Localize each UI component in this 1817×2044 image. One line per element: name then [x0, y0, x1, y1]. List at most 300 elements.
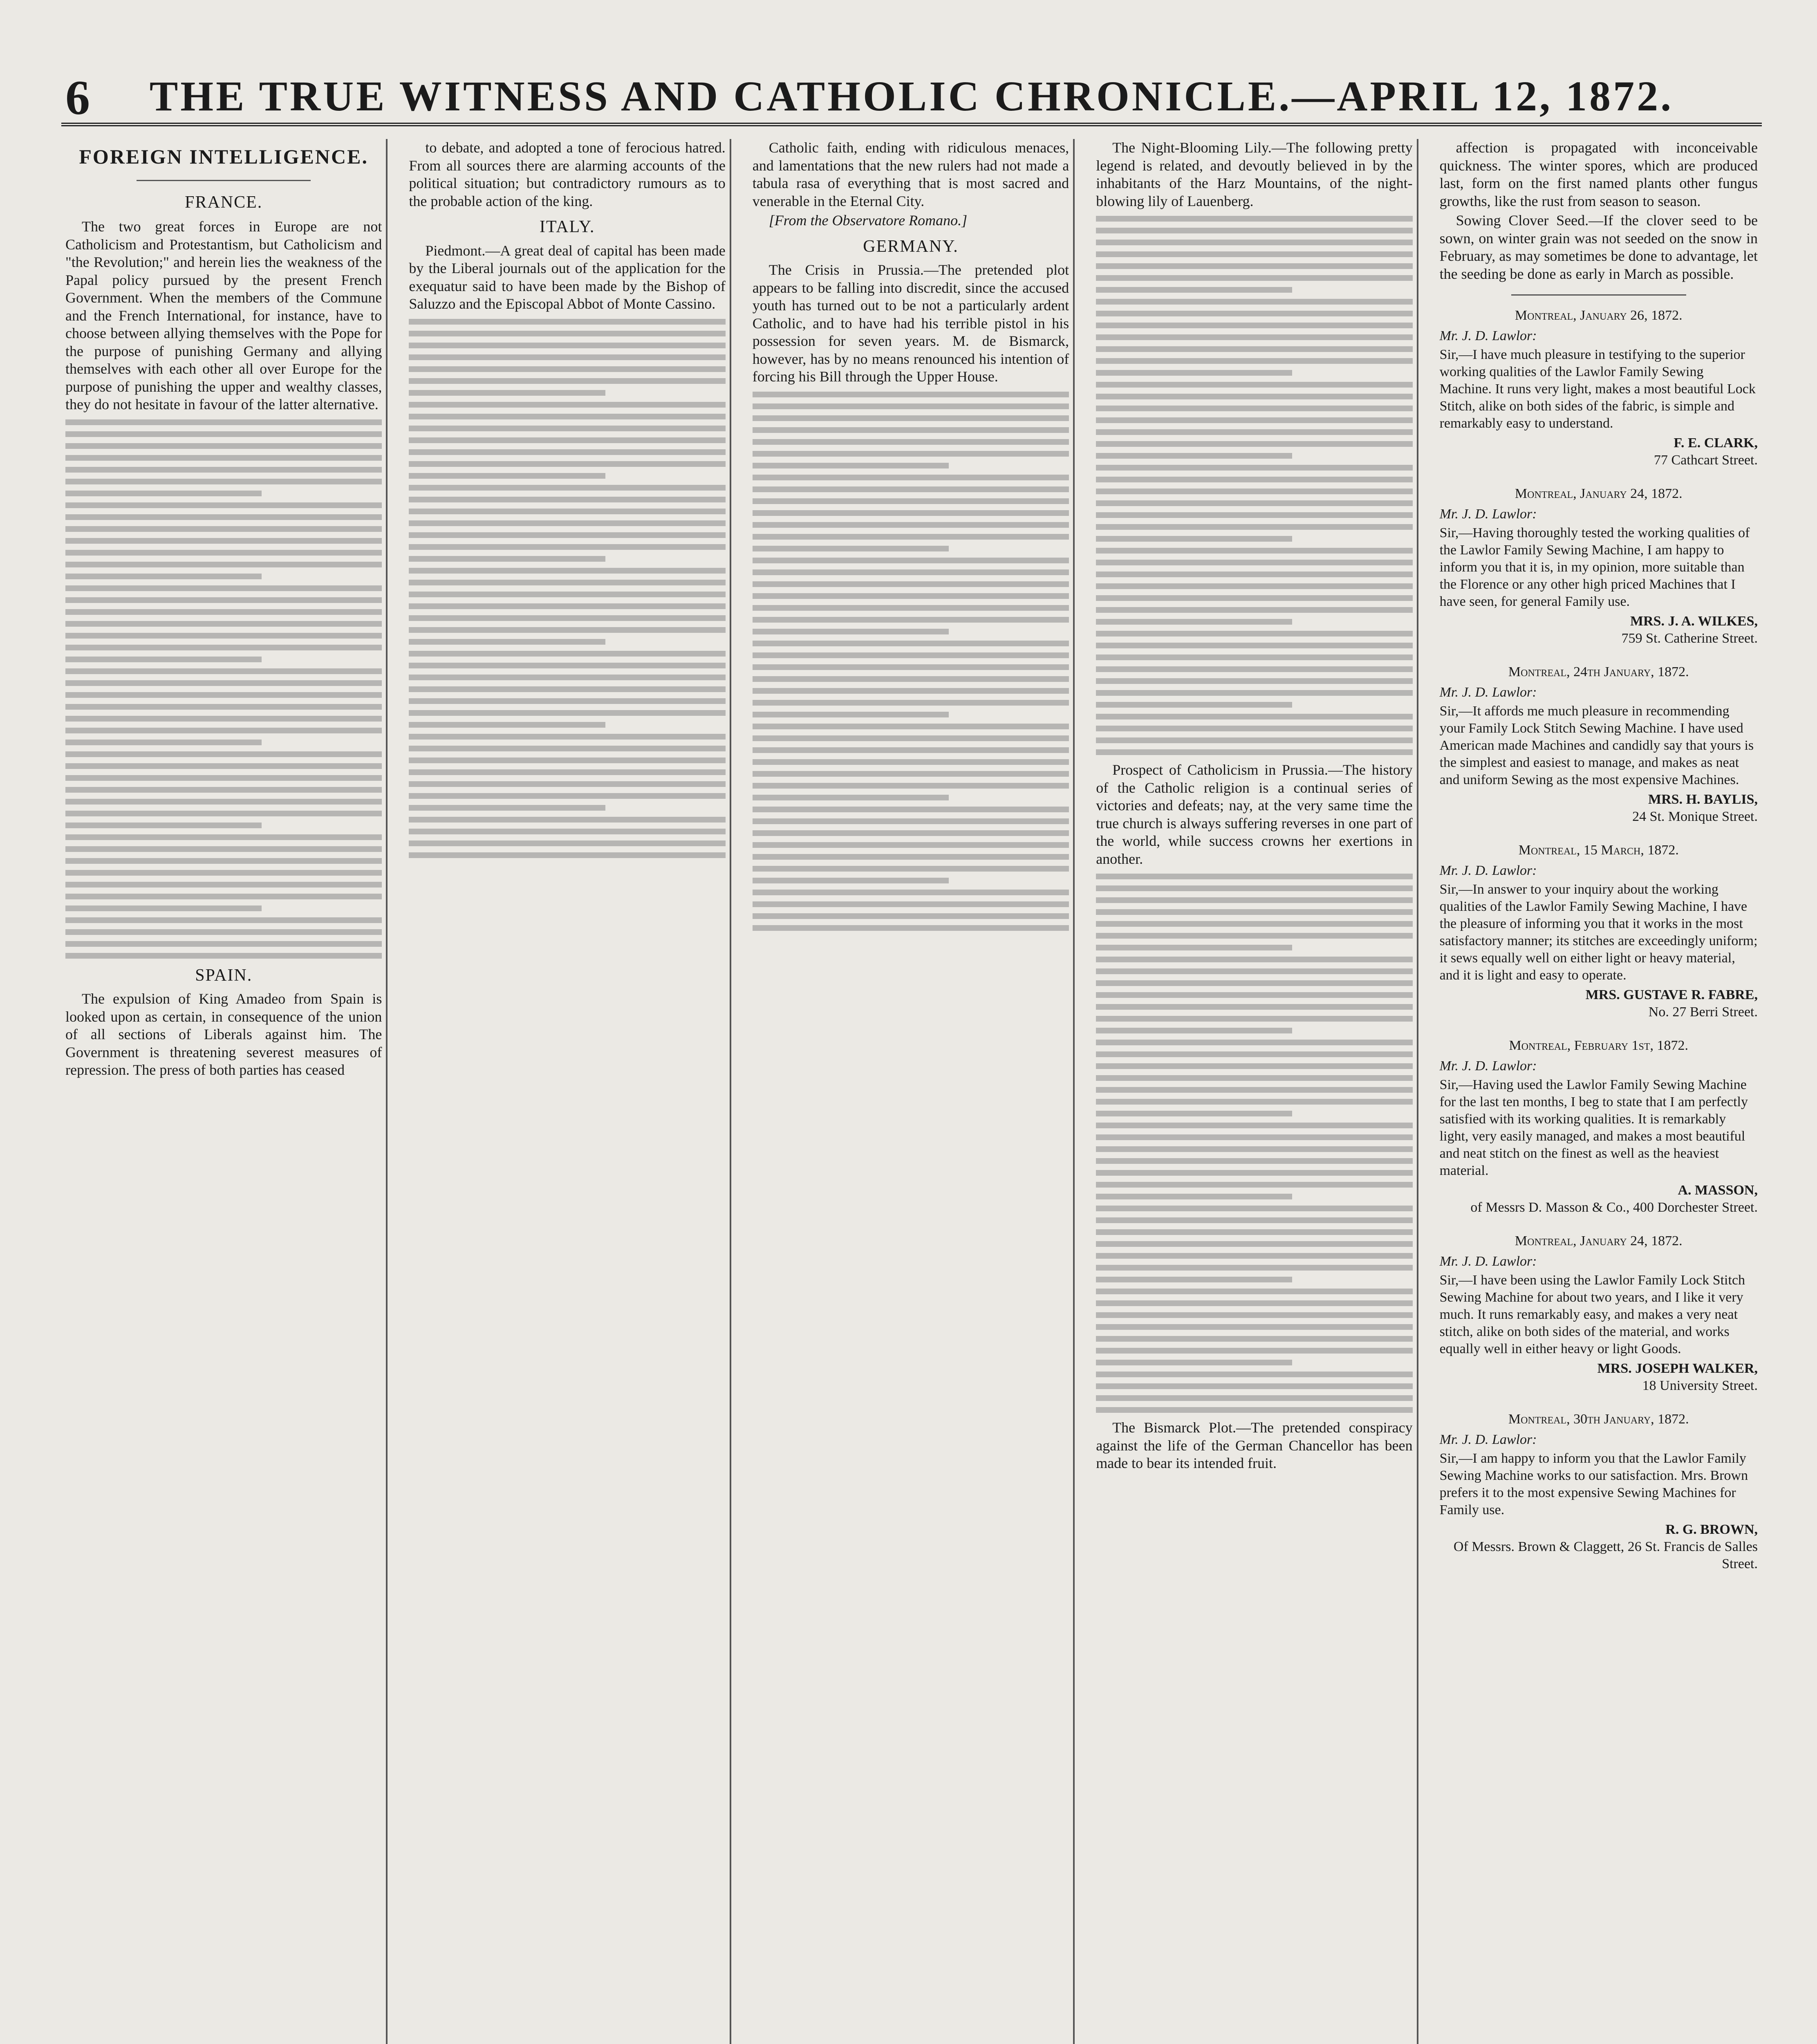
text-line-placeholder — [1096, 512, 1412, 518]
text-line-placeholder — [1096, 1336, 1412, 1342]
article-paragraph: The Crisis in Prussia.—The pretended plot appears to be falling into discredit, since the accused youth has turned out to be not a particularly ardent Catholic, and to have had his terrible pistol in his possession for seven years. M. de Bismarck, however, has by no means renounced his intention of forcing his Bill through the Upper House. — [752, 262, 1069, 385]
letter-salutation: Mr. J. D. Lawlor: — [1439, 507, 1537, 522]
text-line-placeholder — [409, 615, 725, 621]
text-line-placeholder — [753, 913, 1069, 919]
text-line-placeholder — [409, 603, 725, 609]
text-line-placeholder — [1096, 1229, 1412, 1235]
text-line-placeholder — [753, 522, 1069, 528]
text-line-placeholder — [1096, 1277, 1292, 1282]
letter-dateline: Montreal, January 24, 1872. — [1515, 1233, 1683, 1248]
text-line-placeholder — [65, 953, 382, 959]
text-line-placeholder — [409, 544, 725, 550]
letter-address: 759 St. Catherine Street. — [1621, 631, 1758, 646]
letter-dateline: Montreal, January 24, 1872. — [1515, 486, 1683, 501]
text-line-placeholder — [1096, 1051, 1412, 1057]
text-line-placeholder — [1096, 583, 1412, 589]
testimonial-letter — [1440, 1037, 1758, 1216]
text-line-placeholder — [1096, 346, 1412, 352]
text-line-placeholder — [1096, 1075, 1412, 1081]
text-line-placeholder — [409, 793, 725, 799]
article-paragraph: Prospect of Catholicism in Prussia.—The history of the Catholic religion is a continual series of victories and defeats; nay, at the very same time the true church is always suffering reverses in one part of the world, while success crowns her exertions in another. — [1096, 762, 1413, 867]
text-line-placeholder — [409, 817, 725, 823]
text-line-placeholder — [753, 605, 1069, 611]
letter-salutation: Mr. J. D. Lawlor: — [1439, 1254, 1537, 1269]
text-line-placeholder — [65, 550, 382, 556]
text-line-placeholder — [1096, 465, 1412, 471]
letter-body: Sir,—Having thoroughly tested the working qualities of the Lawlor Family Sewing Machine, I am happy to inform you that it is, in my opinion, more suitable than the Florence or any other high priced Machines that I have seen, for general Family use. — [1439, 525, 1750, 609]
text-line-placeholder — [409, 520, 725, 526]
text-line-placeholder — [1096, 489, 1412, 494]
text-line-placeholder — [1096, 477, 1412, 482]
text-line-placeholder — [1096, 1300, 1412, 1306]
text-line-placeholder — [1096, 1407, 1412, 1413]
text-line-placeholder — [409, 852, 725, 858]
text-line-placeholder — [409, 639, 605, 645]
text-line-placeholder — [1096, 1182, 1412, 1188]
text-line-placeholder — [753, 818, 1069, 824]
text-line-placeholder — [409, 331, 725, 336]
letter-dateline: Montreal, February 1st, 1872. — [1509, 1038, 1689, 1053]
text-line-placeholder — [1096, 595, 1412, 601]
text-line-placeholder — [1096, 690, 1412, 696]
text-line-placeholder — [753, 439, 1069, 445]
text-line-placeholder — [1096, 1253, 1412, 1259]
testimonial-letter — [1440, 1233, 1758, 1394]
text-line-placeholder — [753, 451, 1069, 457]
text-line-placeholder — [1096, 500, 1412, 506]
testimonial-letter — [1440, 1411, 1758, 1573]
text-line-placeholder — [753, 629, 949, 634]
text-line-placeholder — [65, 645, 382, 650]
text-line-placeholder — [1096, 453, 1292, 459]
text-line-placeholder — [65, 823, 262, 828]
text-line-placeholder — [65, 668, 382, 674]
text-line-placeholder — [1096, 358, 1412, 364]
article-paragraph: Piedmont.—A great deal of capital has been made by the Liberal journals out of the application for the exequatur said to have been made by the Bishop of Saluzzo and the Episcopal Abbot of Monte Cassino. — [409, 242, 726, 312]
text-line-placeholder — [65, 562, 382, 567]
text-line-placeholder — [65, 585, 382, 591]
article-source: [From the Observatore Romano.] — [768, 212, 968, 229]
text-line-placeholder — [1096, 957, 1412, 962]
text-line-placeholder — [409, 497, 725, 502]
text-line-placeholder — [1096, 1324, 1412, 1330]
text-line-placeholder — [1096, 714, 1412, 719]
text-line-placeholder — [409, 734, 725, 740]
text-line-placeholder — [753, 676, 1069, 682]
text-line-placeholder — [1096, 1360, 1292, 1365]
text-line-placeholder — [65, 502, 382, 508]
text-line-placeholder — [409, 746, 725, 751]
continued-text-block — [1096, 216, 1412, 755]
text-line-placeholder — [65, 514, 382, 520]
text-line-placeholder — [753, 427, 1069, 433]
text-line-placeholder — [65, 834, 382, 840]
text-line-placeholder — [409, 675, 725, 680]
testimonial-letter — [1440, 485, 1758, 647]
text-line-placeholder — [65, 443, 382, 449]
text-line-placeholder — [409, 686, 725, 692]
letter-dateline: Montreal, 30th January, 1872. — [1508, 1412, 1689, 1427]
text-line-placeholder — [1096, 666, 1412, 672]
text-line-placeholder — [753, 700, 1069, 706]
letter-dateline: Montreal, 24th January, 1872. — [1508, 664, 1689, 679]
column-4 — [1092, 139, 1418, 2044]
text-line-placeholder — [65, 597, 382, 603]
text-line-placeholder — [409, 840, 725, 846]
text-line-placeholder — [753, 890, 1069, 895]
text-line-placeholder — [409, 805, 605, 811]
text-line-placeholder — [753, 783, 1069, 789]
masthead — [61, 61, 1762, 126]
page-number: 6 — [65, 70, 90, 125]
continued-text-block — [409, 319, 725, 858]
text-line-placeholder — [1096, 1040, 1412, 1045]
text-line-placeholder — [65, 704, 382, 710]
text-line-placeholder — [409, 366, 725, 372]
text-line-placeholder — [409, 580, 725, 585]
letter-dateline: Montreal, January 26, 1872. — [1515, 308, 1683, 323]
text-line-placeholder — [409, 627, 725, 633]
text-line-placeholder — [65, 419, 382, 425]
text-line-placeholder — [1096, 945, 1292, 950]
text-line-placeholder — [1096, 619, 1292, 625]
text-line-placeholder — [753, 415, 1069, 421]
text-line-placeholder — [1096, 1123, 1412, 1128]
text-line-placeholder — [1096, 1372, 1412, 1377]
text-line-placeholder — [65, 941, 382, 947]
letter-signature: MRS. H. BAYLIS, — [1648, 792, 1758, 807]
text-line-placeholder — [409, 449, 725, 455]
text-line-placeholder — [1096, 702, 1292, 708]
text-line-placeholder — [409, 663, 725, 668]
text-line-placeholder — [65, 680, 382, 686]
text-line-placeholder — [1096, 311, 1412, 316]
column-3 — [748, 139, 1075, 2044]
text-line-placeholder — [1096, 1004, 1412, 1010]
text-line-placeholder — [409, 437, 725, 443]
text-line-placeholder — [753, 510, 1069, 516]
text-line-placeholder — [409, 402, 725, 408]
text-line-placeholder — [65, 751, 382, 757]
text-line-placeholder — [1096, 394, 1412, 399]
article-paragraph: The two great forces in Europe are not Catholicism and Protestantism, but Catholicism and "the Revolution;" and herein lies the weakness of the Papal policy pursued by the present French Government. When the members of the Commune and the French International, for instance, have to choose between allying themselves with the Pope for the purpose of punishing Germany and allying themselves with each other all over Europe for the purpose of punishing the upper and wealthy classes, they do not hesitate in favour of the latter alternative. — [65, 218, 382, 412]
letter-body: Sir,—In answer to your inquiry about the working qualities of the Lawlor Family Sewing Machine, I have the pleasure of informing you that it works in the most satisfactory manner; its stitches are exceedingly uniform; it sews equally well on either light or heavy material, and it is light and easy to operate. — [1439, 882, 1758, 983]
letter-address: of Messrs D. Masson & Co., 400 Dorchester Street. — [1470, 1200, 1758, 1215]
article-paragraph: to debate, and adopted a tone of ferocious hatred. From all sources there are alarming accounts of the political situation; but contradictory rumours as to the probable action of the king. — [409, 139, 726, 209]
article-paragraph: Sowing Clover Seed.—If the clover seed to be sown, on winter grain was not seeded on the snow in February, as may sometimes be done to advantage, let the seeding be done as early in March as possible. — [1439, 212, 1758, 282]
text-line-placeholder — [753, 392, 1069, 397]
text-line-placeholder — [65, 479, 382, 484]
text-line-placeholder — [1096, 1063, 1412, 1069]
continued-text-block — [1096, 874, 1412, 1413]
text-line-placeholder — [753, 866, 1069, 872]
letter-body: Sir,—I am happy to inform you that the Lawlor Family Sewing Machine works to our satisfaction. Mrs. Brown prefers it to the most expensive Sewing Machines for Family use. — [1439, 1451, 1748, 1517]
article-paragraph: affection is propagated with inconceivable quickness. The winter spores, which are produced last, form on the first named plants other fungus growths, like the rust from season to season. — [1439, 139, 1758, 209]
text-line-placeholder — [409, 829, 725, 834]
text-line-placeholder — [753, 830, 1069, 836]
text-line-placeholder — [65, 740, 262, 745]
text-line-placeholder — [409, 722, 605, 728]
text-line-placeholder — [1096, 1111, 1292, 1116]
text-line-placeholder — [1096, 654, 1412, 660]
text-line-placeholder — [1096, 607, 1412, 613]
text-line-placeholder — [409, 592, 725, 597]
text-line-placeholder — [1096, 334, 1412, 340]
section-heading-foreign-intelligence: FOREIGN INTELLIGENCE. — [79, 145, 368, 168]
continued-text-block — [753, 392, 1069, 931]
text-line-placeholder — [65, 538, 382, 544]
letter-address: 77 Cathcart Street. — [1654, 453, 1758, 468]
text-line-placeholder — [409, 556, 605, 562]
article-paragraph: The expulsion of King Amadeo from Spain is looked upon as certain, in consequence of the union of all sections of Liberals against him. The Government is threatening severest measures of repression. The press of both parties has ceased — [65, 991, 382, 1078]
letter-body: Sir,—It affords me much pleasure in recommending your Family Lock Stitch Sewing Machine. I have used American made Machines and candidly say that yours is the simplest and easiest to manage, and makes as neat and uniform Sewing as the most expensive Machines. — [1439, 704, 1754, 787]
text-line-placeholder — [1096, 1170, 1412, 1176]
letter-body: Sir,—I have much pleasure in testifying to the superior working qualities of the Lawlor Family Sewing Machine. It runs very light, makes a most beautiful Lock Stitch, alike on both sides of the fabric, is simple and remarkably easy to understand. — [1439, 347, 1756, 431]
text-line-placeholder — [1096, 1217, 1412, 1223]
text-line-placeholder — [65, 574, 262, 579]
text-line-placeholder — [1096, 1206, 1412, 1211]
letter-dateline: Montreal, 15 March, 1872. — [1518, 843, 1679, 858]
text-line-placeholder — [65, 846, 382, 852]
text-line-placeholder — [409, 781, 725, 787]
section-heading-italy: ITALY. — [539, 217, 595, 236]
text-line-placeholder — [65, 811, 382, 816]
text-line-placeholder — [753, 403, 1069, 409]
testimonial-letter — [1440, 307, 1758, 469]
text-line-placeholder — [409, 710, 725, 716]
text-line-placeholder — [65, 775, 382, 781]
text-line-placeholder — [1096, 643, 1412, 648]
letter-signature: A. MASSON, — [1678, 1183, 1758, 1198]
letter-address: 24 St. Monique Street. — [1632, 809, 1758, 824]
text-line-placeholder — [65, 929, 382, 935]
text-line-placeholder — [409, 378, 725, 384]
text-line-placeholder — [1096, 1158, 1412, 1164]
section-heading-france: FRANCE. — [185, 193, 263, 212]
article-paragraph: The Night-Blooming Lily.—The following pretty legend is related, and devoutly believed in by the inhabitants of the Harz Mountains, of the night-blowing lily of Lauenberg. — [1096, 139, 1413, 209]
letter-signature: R. G. BROWN, — [1665, 1522, 1758, 1537]
text-line-placeholder — [1096, 1016, 1412, 1022]
text-line-placeholder — [65, 467, 382, 473]
text-line-placeholder — [409, 485, 725, 491]
text-line-placeholder — [1096, 749, 1412, 755]
text-line-placeholder — [1096, 992, 1412, 998]
text-line-placeholder — [753, 498, 1069, 504]
text-line-placeholder — [1096, 323, 1412, 328]
text-line-placeholder — [65, 728, 382, 733]
text-line-placeholder — [753, 842, 1069, 848]
text-line-placeholder — [409, 509, 725, 514]
newspaper-title: THE TRUE WITNESS AND CATHOLIC CHRONICLE.—APRIL 12, 1872. — [149, 73, 1674, 120]
text-line-placeholder — [753, 795, 949, 800]
text-line-placeholder — [753, 593, 1069, 599]
text-line-placeholder — [753, 581, 1069, 587]
text-line-placeholder — [65, 692, 382, 698]
text-line-placeholder — [753, 463, 949, 468]
text-line-placeholder — [65, 894, 382, 899]
text-line-placeholder — [753, 617, 1069, 623]
text-line-placeholder — [65, 455, 382, 461]
text-line-placeholder — [1096, 1348, 1412, 1354]
text-line-placeholder — [1096, 1312, 1412, 1318]
text-line-placeholder — [753, 569, 1069, 575]
section-heading-spain: SPAIN. — [195, 966, 253, 985]
text-line-placeholder — [753, 747, 1069, 753]
text-line-placeholder — [753, 688, 1069, 694]
text-line-placeholder — [409, 769, 725, 775]
text-line-placeholder — [1096, 263, 1412, 269]
text-line-placeholder — [753, 854, 1069, 860]
letter-signature: MRS. GUSTAVE R. FABRE, — [1585, 987, 1758, 1002]
text-line-placeholder — [1096, 382, 1412, 388]
text-line-placeholder — [65, 657, 262, 662]
letter-address: No. 27 Berri Street. — [1648, 1004, 1758, 1020]
text-line-placeholder — [1096, 885, 1412, 891]
text-line-placeholder — [65, 491, 262, 496]
text-line-placeholder — [1096, 1194, 1292, 1199]
text-line-placeholder — [1096, 1383, 1412, 1389]
text-line-placeholder — [753, 807, 1069, 812]
text-line-placeholder — [1096, 1265, 1412, 1271]
divider — [137, 180, 311, 181]
text-line-placeholder — [753, 664, 1069, 670]
text-line-placeholder — [1096, 240, 1412, 245]
text-line-placeholder — [753, 558, 1069, 563]
text-line-placeholder — [65, 716, 382, 722]
text-line-placeholder — [753, 771, 1069, 777]
text-line-placeholder — [1096, 417, 1412, 423]
text-line-placeholder — [1096, 299, 1412, 305]
letter-salutation: Mr. J. D. Lawlor: — [1439, 685, 1537, 700]
testimonial-letter — [1440, 842, 1758, 1021]
letter-body: Sir,—I have been using the Lawlor Family Lock Stitch Sewing Machine for about two years, and I like it very much. It runs remarkably easy, and makes a very neat stitch, alike on both sides of the material, and works equally well in either heavy or light Goods. — [1439, 1273, 1745, 1356]
text-line-placeholder — [1096, 216, 1412, 222]
text-line-placeholder — [409, 354, 725, 360]
text-line-placeholder — [409, 414, 725, 419]
text-line-placeholder — [753, 712, 949, 717]
letter-signature: MRS. JOSEPH WALKER, — [1597, 1361, 1758, 1376]
text-line-placeholder — [753, 534, 1069, 540]
text-line-placeholder — [1096, 980, 1412, 986]
text-line-placeholder — [1096, 1146, 1412, 1152]
text-line-placeholder — [409, 568, 725, 574]
text-line-placeholder — [65, 882, 382, 888]
text-line-placeholder — [65, 858, 382, 864]
text-line-placeholder — [1096, 726, 1412, 731]
text-line-placeholder — [753, 901, 1069, 907]
text-line-placeholder — [1096, 572, 1412, 577]
testimonial-letter — [1440, 663, 1758, 825]
text-line-placeholder — [1096, 251, 1412, 257]
text-line-placeholder — [1096, 933, 1412, 939]
text-line-placeholder — [753, 652, 1069, 658]
text-line-placeholder — [1096, 737, 1412, 743]
text-line-placeholder — [1096, 406, 1412, 411]
letter-salutation: Mr. J. D. Lawlor: — [1439, 1432, 1537, 1447]
article-columns — [61, 139, 1762, 2044]
text-line-placeholder — [65, 870, 382, 876]
text-line-placeholder — [1096, 1395, 1412, 1401]
text-line-placeholder — [1096, 1099, 1412, 1105]
text-line-placeholder — [65, 526, 382, 532]
text-line-placeholder — [1096, 560, 1412, 565]
text-line-placeholder — [1096, 275, 1412, 281]
text-line-placeholder — [65, 905, 262, 911]
text-line-placeholder — [1096, 441, 1412, 447]
text-line-placeholder — [1096, 370, 1292, 376]
text-line-placeholder — [753, 759, 1069, 765]
text-line-placeholder — [65, 917, 382, 923]
text-line-placeholder — [1096, 1241, 1412, 1247]
text-line-placeholder — [65, 431, 382, 437]
text-line-placeholder — [65, 609, 382, 615]
letter-signature: F. E. CLARK, — [1674, 435, 1758, 450]
text-line-placeholder — [753, 641, 1069, 646]
article-paragraph: The Bismarck Plot.—The pretended conspiracy against the life of the German Chancellor has been made to bear its intended fruit. — [1096, 1419, 1413, 1471]
text-line-placeholder — [1096, 1087, 1412, 1093]
text-line-placeholder — [409, 426, 725, 431]
column-2 — [405, 139, 731, 2044]
section-heading-germany: GERMANY. — [863, 237, 959, 256]
letter-address: Of Messrs. Brown & Claggett, 26 St. Francis de Salles Street. — [1453, 1539, 1758, 1571]
text-line-placeholder — [409, 461, 725, 467]
text-line-placeholder — [409, 651, 725, 657]
testimonial-letters — [1440, 307, 1758, 1573]
continued-text-block — [65, 419, 382, 959]
text-line-placeholder — [1096, 678, 1412, 684]
article-paragraph: Catholic faith, ending with ridiculous menaces, and lamentations that the new rulers had not made a tabula rasa of everything that is most sacred and venerable in the Eternal City. — [752, 139, 1069, 209]
text-line-placeholder — [409, 758, 725, 763]
text-line-placeholder — [1096, 548, 1412, 554]
text-line-placeholder — [1096, 536, 1292, 542]
column-5 — [1436, 139, 1762, 2044]
letter-salutation: Mr. J. D. Lawlor: — [1439, 328, 1537, 343]
text-line-placeholder — [1096, 909, 1412, 915]
text-line-placeholder — [409, 473, 605, 479]
text-line-placeholder — [409, 698, 725, 704]
text-line-placeholder — [1096, 228, 1412, 233]
text-line-placeholder — [1096, 524, 1412, 530]
letter-signature: MRS. J. A. WILKES, — [1630, 614, 1758, 629]
text-line-placeholder — [65, 787, 382, 793]
letter-body: Sir,—Having used the Lawlor Family Sewing Machine for the last ten months, I beg to state that I am perfectly satisfied with its working qualities. It is remarkably light, very easily managed, and makes a most beautiful and neat stitch on the finest as well as the heaviest material. — [1439, 1077, 1748, 1178]
text-line-placeholder — [409, 343, 725, 348]
text-line-placeholder — [1096, 1289, 1412, 1294]
text-line-placeholder — [1096, 1134, 1412, 1140]
column-1 — [61, 139, 388, 2044]
text-line-placeholder — [65, 633, 382, 639]
text-line-placeholder — [753, 724, 1069, 729]
text-line-placeholder — [753, 486, 1069, 492]
text-line-placeholder — [65, 799, 382, 805]
divider — [1511, 294, 1686, 296]
text-line-placeholder — [65, 621, 382, 627]
text-line-placeholder — [753, 925, 1069, 931]
text-line-placeholder — [753, 735, 1069, 741]
text-line-placeholder — [1096, 921, 1412, 927]
letter-salutation: Mr. J. D. Lawlor: — [1439, 863, 1537, 878]
text-line-placeholder — [1096, 1028, 1292, 1033]
text-line-placeholder — [1096, 968, 1412, 974]
text-line-placeholder — [753, 546, 949, 551]
text-line-placeholder — [409, 319, 725, 325]
text-line-placeholder — [1096, 631, 1412, 637]
text-line-placeholder — [409, 390, 605, 396]
text-line-placeholder — [409, 532, 725, 538]
text-line-placeholder — [1096, 874, 1412, 879]
text-line-placeholder — [65, 763, 382, 769]
letter-address: 18 University Street. — [1642, 1378, 1758, 1393]
